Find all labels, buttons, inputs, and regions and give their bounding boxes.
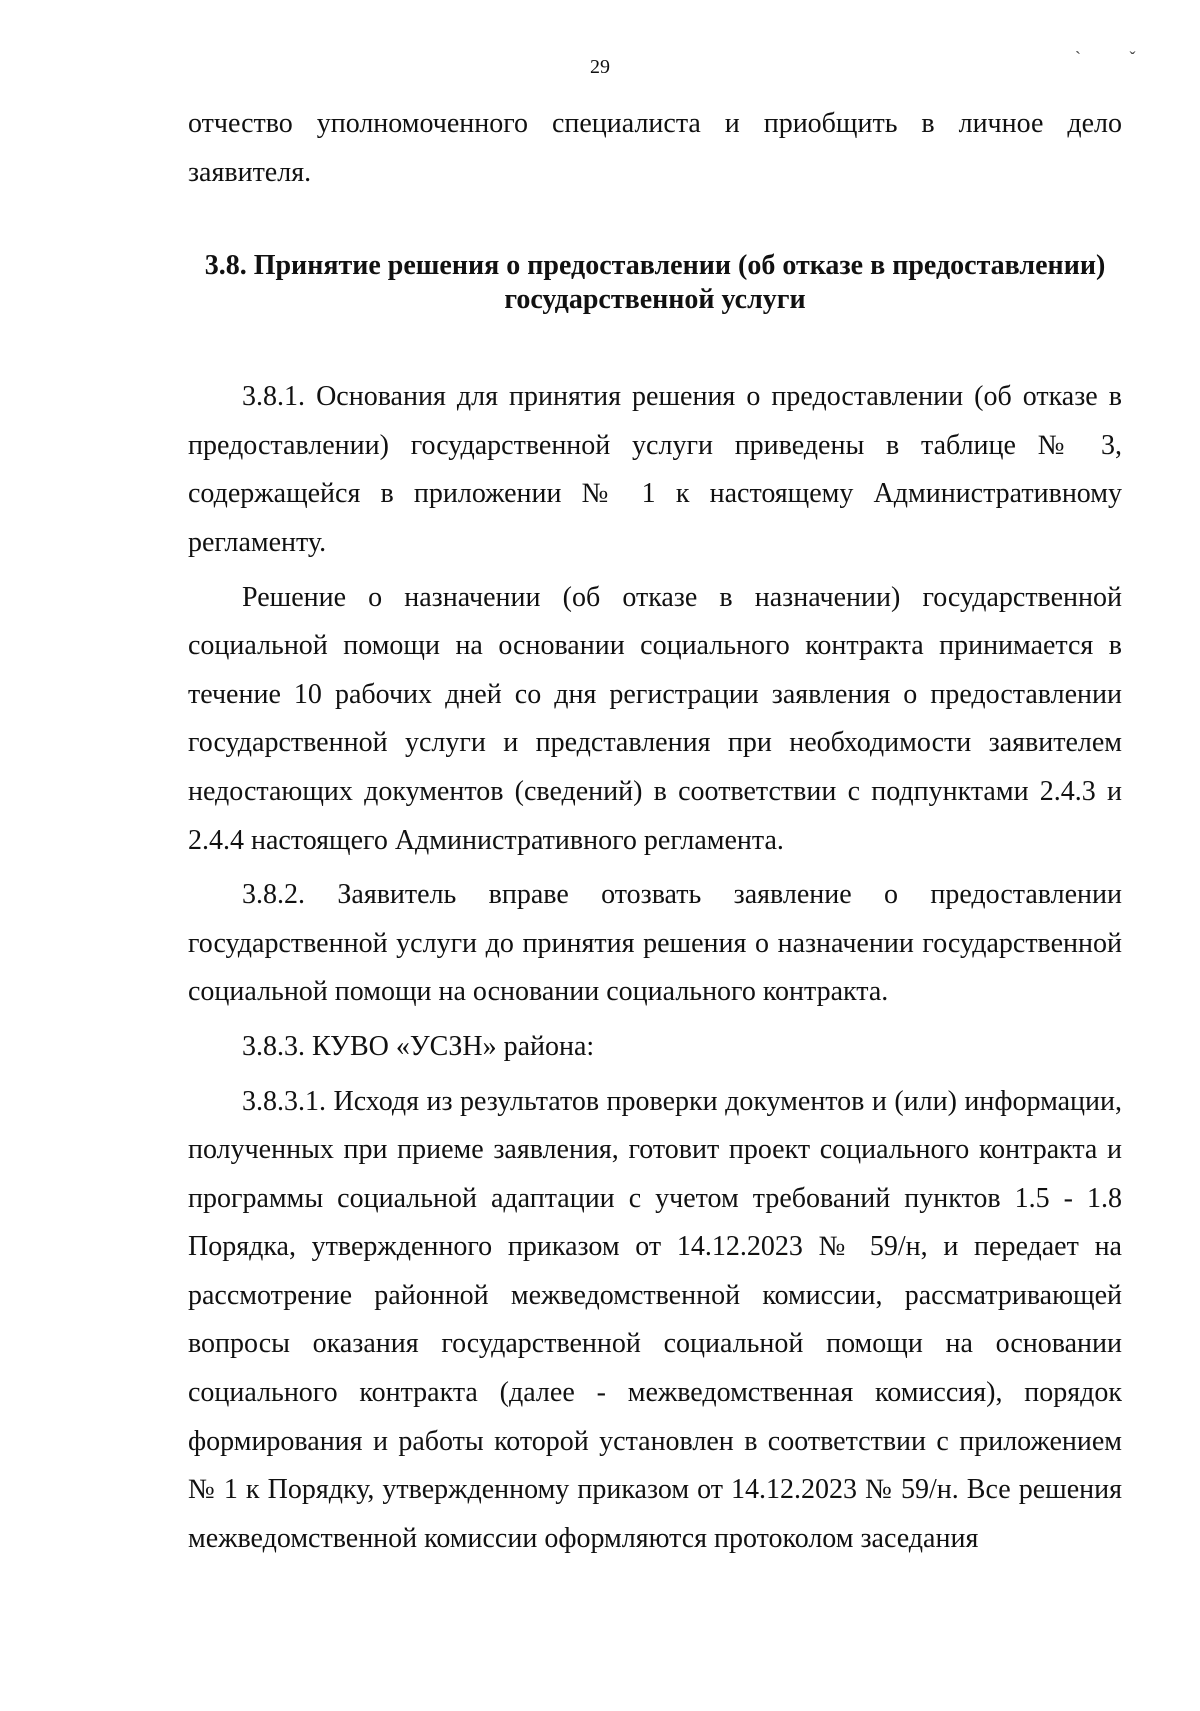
section-heading bbox=[188, 249, 1122, 317]
paragraph-3-8-2: 3.8.2. Заявитель вправе отозвать заявление о предоставлении государственной услуги до принятия решения о назначении государственной социальной помощи на основании социального контракта. bbox=[188, 879, 1122, 1008]
paragraph-3-8-3: 3.8.3. КУВО «УСЗН» района: bbox=[242, 1030, 595, 1062]
paragraph-decision-term: Решение о назначении (об отказе в назначении) государственной социальной помощи на основании социального контракта принимается в течение 10 рабочих дней со дня регистрации заявления о предоставлении государственной услуги и представления при необходимости заявителем недостающих документов (сведений) в соответствии с подпунктами 2.4.3 и 2.4.4 настоящего Административного регламента. bbox=[188, 581, 1122, 856]
document-body bbox=[188, 100, 1122, 1563]
section-heading-line-2: государственной услуги bbox=[504, 284, 806, 316]
continuation-paragraph: отчество уполномоченного специалиста и приобщить в личное дело заявителя. bbox=[188, 108, 1122, 188]
page-number: 29 bbox=[590, 56, 610, 78]
paragraph-3-8-1: 3.8.1. Основания для принятия решения о предоставлении (об отказе в предоставлении) государственной услуги приведены в таблице № 3, содержащейся в приложении № 1 к настоящему Административному регламенту. bbox=[188, 381, 1122, 558]
paragraph-3-8-3-1: 3.8.3.1. Исходя из результатов проверки документов и (или) информации, полученных при приеме заявления, готовит проект социального контракта и программы социальной адаптации с учетом требований пунктов 1.5 - 1.8 Порядка, утвержденного приказом от 14.12.2023 № 59/н, и передает на рассмотрение районной межведомственной комиссии, рассматривающей вопросы оказания государственной социальной помощи на основании социального контракта (далее - межведомственная комиссия), порядок формирования и работы которой установлен в соответствии с приложением № 1 к Порядку, утвержденному приказом от 14.12.2023 № 59/н. Все решения межведомственной комиссии оформляются протоколом заседания bbox=[188, 1085, 1122, 1554]
section-heading-line-1: 3.8. Принятие решения о предоставлении (об отказе в предоставлении) bbox=[204, 250, 1106, 282]
scan-marks: ` ˇ bbox=[1075, 48, 1158, 68]
